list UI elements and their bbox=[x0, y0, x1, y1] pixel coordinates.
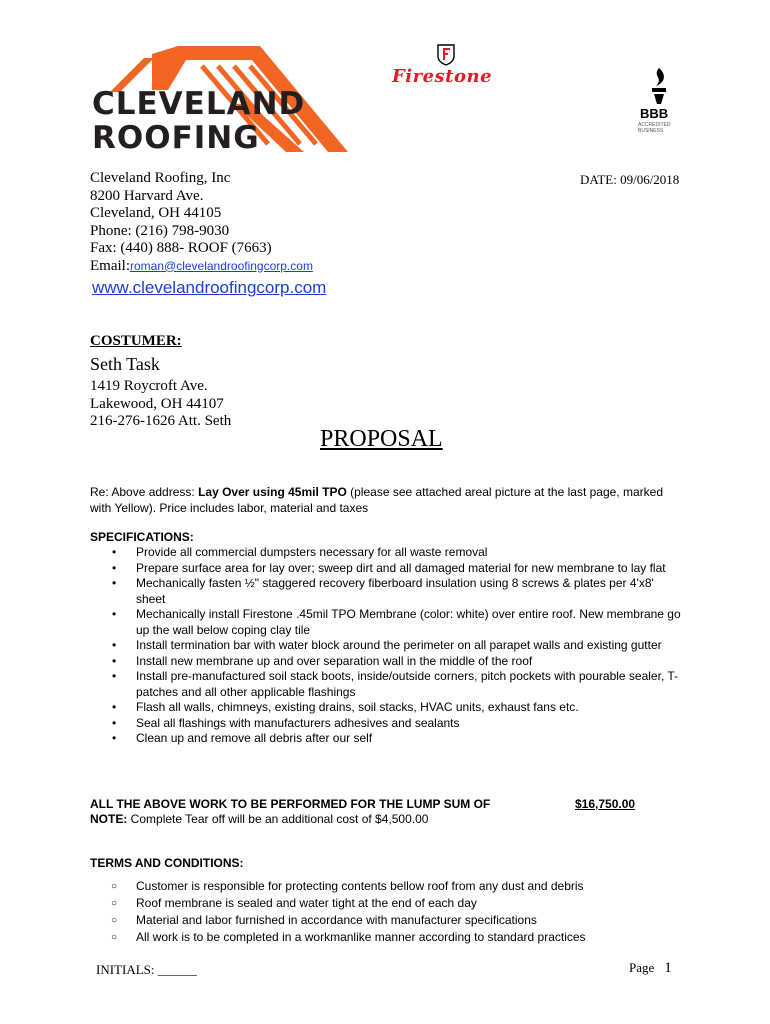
bbb-caption: ACCREDITED BUSINESS bbox=[638, 122, 671, 134]
firestone-wordmark: Firestone bbox=[392, 66, 493, 87]
bbb-accredited-logo bbox=[634, 66, 688, 142]
page-number: 1 bbox=[664, 960, 672, 976]
list-item: • Clean up and remove all debris after our self bbox=[90, 731, 684, 747]
email-label: Email: bbox=[90, 257, 130, 274]
initials-field: INITIALS: ______ bbox=[96, 962, 197, 977]
lump-sum-amount: $16,750.00 bbox=[575, 797, 636, 811]
customer-phone: 216-276-1626 Att. Seth bbox=[90, 413, 232, 429]
company-phone: Phone: (216) 798-9030 bbox=[90, 222, 230, 239]
company-city: Cleveland, OH 44105 bbox=[90, 205, 222, 221]
list-item: • Flash all walls, chimneys, existing drains, soil stacks, HVAC units, exhaust fans etc. bbox=[90, 700, 684, 716]
specifications-list bbox=[90, 545, 684, 747]
note-text: Complete Tear off will be an additional cost of $4,500.00 bbox=[127, 812, 429, 826]
customer-city: Lakewood, OH 44107 bbox=[90, 395, 224, 412]
lump-sum-label: ALL THE ABOVE WORK TO BE PERFORMED FOR THE LUMP SUM OF bbox=[90, 797, 491, 811]
logo-line1: CLEVELAND bbox=[92, 86, 306, 122]
list-item: • Seal all flashings with manufacturers adhesives and sealants bbox=[90, 716, 684, 732]
list-item: ○ Customer is responsible for protecting contents bellow roof from any dust and debris bbox=[90, 878, 684, 895]
email-link[interactable]: roman@clevelandroofingcorp.com bbox=[130, 258, 313, 273]
company-name: Cleveland Roofing, Inc bbox=[90, 170, 231, 186]
firestone-shield-icon bbox=[437, 44, 455, 66]
list-item: • Install new membrane up and over separation wall in the middle of the roof bbox=[90, 654, 684, 670]
firestone-logo bbox=[392, 44, 504, 88]
customer-street: 1419 Roycroft Ave. bbox=[90, 378, 208, 394]
bbb-torch-icon bbox=[644, 66, 674, 106]
customer-name: Seth Task bbox=[90, 354, 160, 374]
specifications-section bbox=[90, 530, 684, 747]
re-bold: Lay Over using 45mil TPO bbox=[198, 485, 347, 499]
list-item: • Provide all commercial dumpsters necessary for all waste removal bbox=[90, 545, 684, 561]
note-label: NOTE: bbox=[90, 812, 128, 826]
list-item: ○ Material and labor furnished in accordance with manufacturer specifications bbox=[90, 912, 684, 929]
document-date: DATE: 09/06/2018 bbox=[580, 172, 680, 187]
list-item: • Install termination bar with water block around the perimeter on all parapet walls and existing gutter bbox=[90, 638, 684, 654]
website-link[interactable]: www.clevelandroofingcorp.com bbox=[92, 278, 327, 297]
bbb-wordmark: BBB bbox=[640, 106, 669, 121]
list-item: • Mechanically fasten ½" staggered recovery fiberboard insulation using 8 screws & plates per 4'x8' sheet bbox=[90, 576, 684, 607]
cleveland-roofing-logo bbox=[90, 44, 352, 156]
page-title: PROPOSAL bbox=[320, 426, 443, 452]
list-item: ○ Roof membrane is sealed and water tight at the end of each day bbox=[90, 895, 684, 912]
company-info bbox=[90, 170, 313, 275]
re-suffix: (please see attached areal picture at the last page, marked with Yellow). Price includes labor, material and taxes bbox=[90, 485, 663, 515]
terms-heading: TERMS AND CONDITIONS: bbox=[90, 856, 244, 870]
re-paragraph bbox=[90, 485, 670, 516]
list-item: • Mechanically install Firestone .45mil TPO Membrane (color: white) over entire roof. New membrane go up the wall below coping clay tile bbox=[90, 607, 684, 638]
customer-block bbox=[90, 332, 231, 431]
terms-list bbox=[90, 878, 684, 946]
terms-section bbox=[90, 856, 684, 946]
page-label: Page bbox=[629, 960, 655, 975]
note-line bbox=[90, 812, 428, 826]
logo-line2: ROOFING bbox=[92, 120, 260, 156]
re-prefix: Re: Above address: bbox=[90, 485, 199, 499]
company-email-row bbox=[90, 258, 313, 276]
company-street: 8200 Harvard Ave. bbox=[90, 187, 204, 204]
page-number-footer bbox=[629, 959, 672, 977]
list-item: • Prepare surface area for lay over; sweep dirt and all damaged material for new membrane to lay flat bbox=[90, 561, 684, 577]
customer-heading: COSTUMER: bbox=[90, 333, 182, 349]
specifications-heading: SPECIFICATIONS: bbox=[90, 530, 194, 544]
list-item: ○ All work is to be completed in a workmanlike manner according to standard practices bbox=[90, 929, 684, 946]
company-fax: Fax: (440) 888- ROOF (7663) bbox=[90, 240, 272, 256]
list-item: • Install pre-manufactured soil stack boots, inside/outside corners, pitch pockets with pourable sealer, T-patches and all other applicable flashings bbox=[90, 669, 684, 700]
